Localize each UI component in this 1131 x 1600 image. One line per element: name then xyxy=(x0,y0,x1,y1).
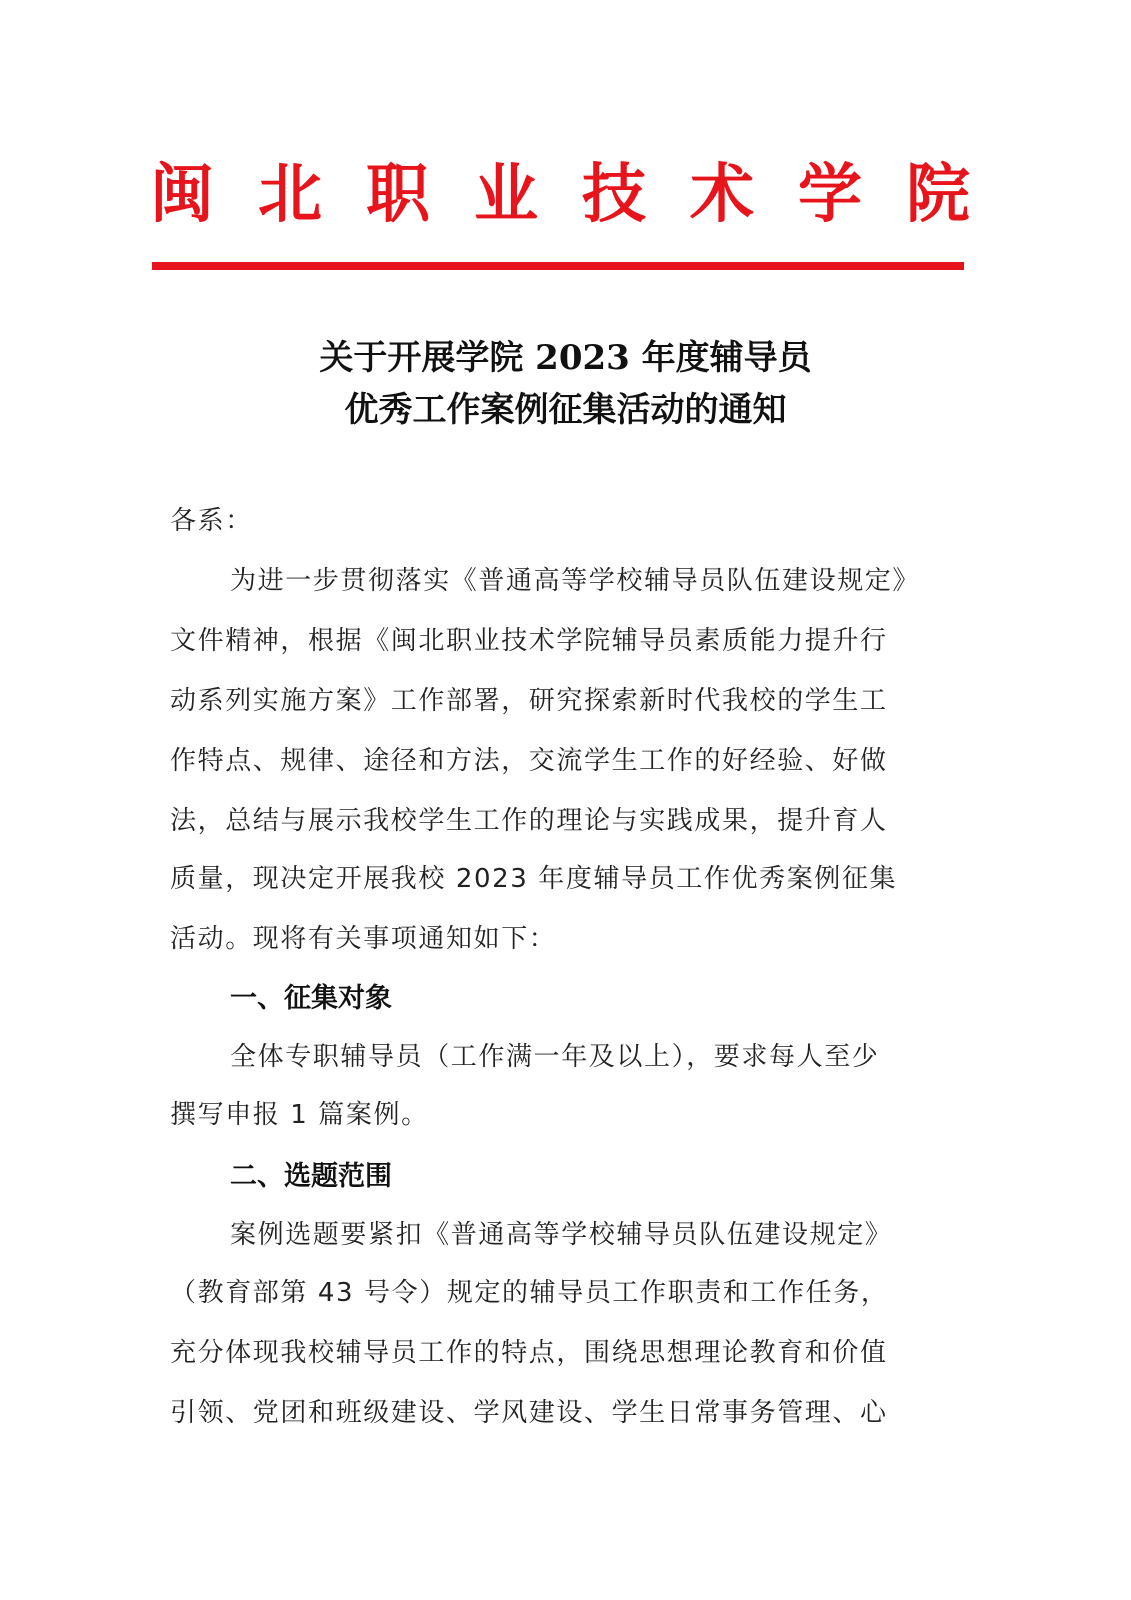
intro-line: 活动。现将有关事项通知如下： xyxy=(170,924,557,954)
intro-line: 动系列实施方案》工作部署，研究探索新时代我校的学生工 xyxy=(170,686,888,716)
section-2-line: 案例选题要紧扣《普通高等学校辅导员队伍建设规定》 xyxy=(230,1220,893,1250)
section-heading-1: 一、征集对象 xyxy=(230,983,392,1014)
section-1-line: 撰写申报 1 篇案例。 xyxy=(170,1100,429,1130)
masthead-char: 闽 xyxy=(150,157,214,232)
document-title-line-2: 优秀工作案例征集活动的通知 xyxy=(344,390,787,430)
intro-line: 法，总结与展示我校学生工作的理论与实践成果，提升育人 xyxy=(170,806,888,836)
red-divider xyxy=(152,262,964,270)
masthead-char: 学 xyxy=(798,157,862,232)
section-heading-2: 二、选题范围 xyxy=(230,1161,392,1192)
document-title-line-1: 关于开展学院 2023 年度辅导员 xyxy=(319,338,812,378)
salutation: 各系： xyxy=(170,506,253,536)
masthead-char: 技 xyxy=(582,157,646,232)
intro-line: 为进一步贯彻落实《普通高等学校辅导员队伍建设规定》 xyxy=(230,566,921,596)
intro-line: 文件精神，根据《闽北职业技术学院辅导员素质能力提升行 xyxy=(170,626,888,656)
masthead-char: 职 xyxy=(366,157,430,232)
masthead xyxy=(150,150,970,240)
intro-line: 质量，现决定开展我校 2023 年度辅导员工作优秀案例征集 xyxy=(170,864,898,894)
masthead-char: 院 xyxy=(906,157,970,232)
section-2-line: 充分体现我校辅导员工作的特点，围绕思想理论教育和价值 xyxy=(170,1338,888,1368)
section-2-line: （教育部第 43 号令）规定的辅导员工作职责和工作任务， xyxy=(170,1278,889,1308)
masthead-char: 术 xyxy=(690,157,754,232)
masthead-char: 北 xyxy=(258,157,322,232)
section-2-line: 引领、党团和班级建设、学风建设、学生日常事务管理、心 xyxy=(170,1398,888,1428)
masthead-char: 业 xyxy=(474,157,538,232)
section-1-line: 全体专职辅导员（工作满一年及以上），要求每人至少 xyxy=(230,1042,880,1072)
intro-line: 作特点、规律、途径和方法，交流学生工作的好经验、好做 xyxy=(170,746,888,776)
